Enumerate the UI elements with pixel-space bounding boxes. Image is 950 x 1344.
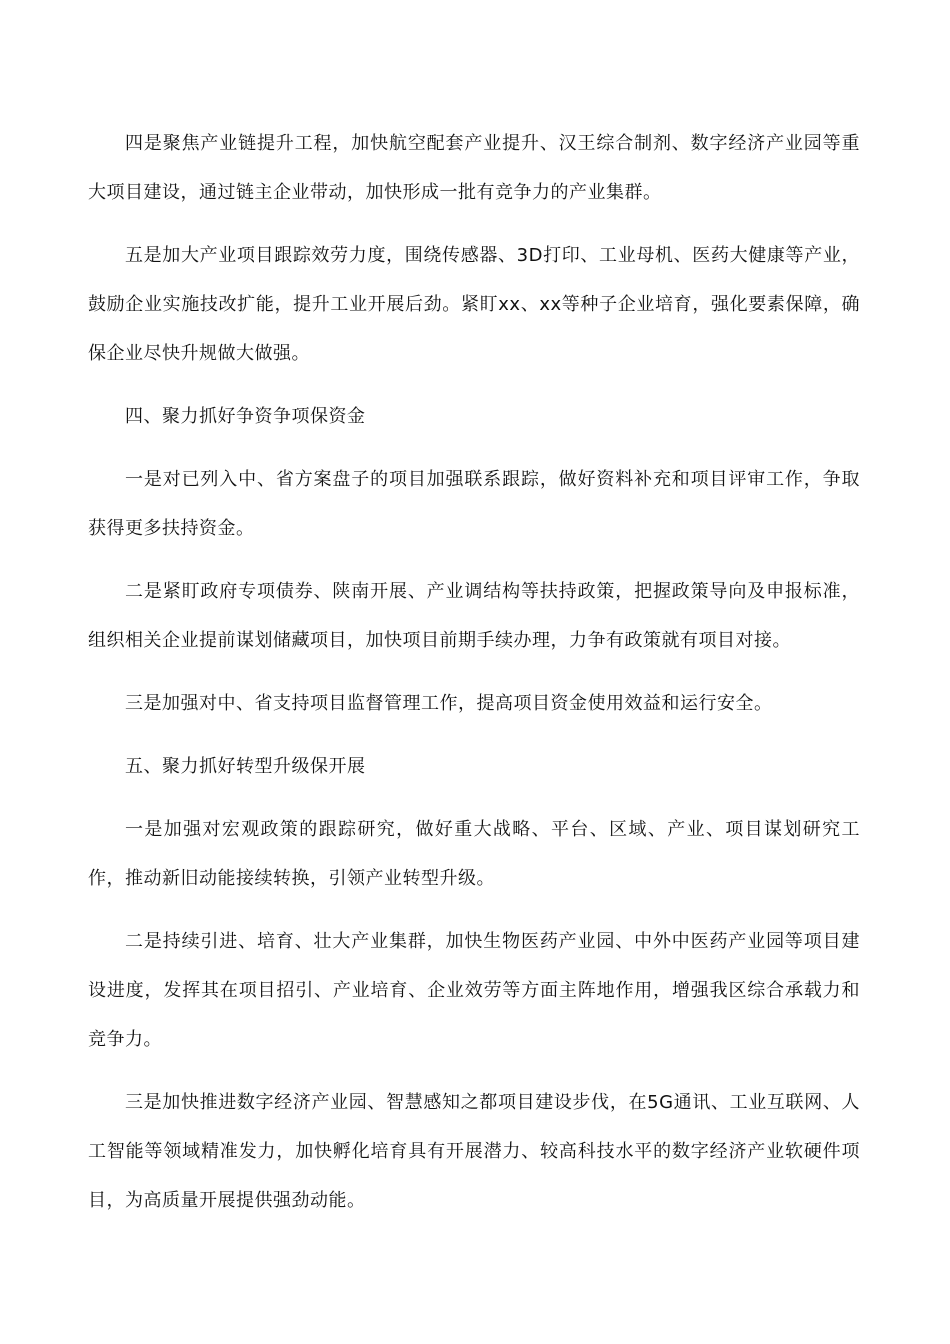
- paragraph-funding-tracking: 一是对已列入中、省方案盘子的项目加强联系跟踪，做好资料补充和项目评审工作，争取获得更多扶持资金。: [88, 469, 860, 539]
- paragraph-policy-support: 二是紧盯政府专项债券、陕南开展、产业调结构等扶持政策，把握政策导向及申报标准，组织相关企业提前谋划储藏项目，加快项目前期手续办理，力争有政策就有项目对接。: [88, 581, 860, 651]
- paragraph-policy-research: 一是加强对宏观政策的跟踪研究，做好重大战略、平台、区域、产业、项目谋划研究工作，推动新旧动能接续转换，引领产业转型升级。: [88, 819, 860, 889]
- section-heading-transformation: 五、聚力抓好转型升级保开展: [125, 756, 366, 777]
- document-body: [88, 119, 860, 1239]
- paragraph-industry-cluster: 二是持续引进、培育、壮大产业集群，加快生物医药产业园、中外中医药产业园等项目建设进度，发挥其在项目招引、产业培育、企业效劳等方面主阵地作用，增强我区综合承载力和竞争力。: [88, 931, 860, 1050]
- paragraph-industry-chain: 四是聚焦产业链提升工程，加快航空配套产业提升、汉王综合制剂、数字经济产业园等重大项目建设，通过链主企业带动，加快形成一批有竞争力的产业集群。: [88, 133, 860, 203]
- paragraph-project-service: 五是加大产业项目跟踪效劳力度，围绕传感器、3D打印、工业母机、医药大健康等产业，鼓励企业实施技改扩能，提升工业开展后劲。紧盯xx、xx等种子企业培育，强化要素保障，确保企业尽快升规做大做强。: [88, 245, 860, 364]
- paragraph-project-supervision: 三是加强对中、省支持项目监督管理工作，提高项目资金使用效益和运行安全。: [125, 693, 773, 714]
- section-heading-funding: 四、聚力抓好争资争项保资金: [125, 406, 366, 427]
- paragraph-digital-economy: 三是加快推进数字经济产业园、智慧感知之都项目建设步伐，在5G通讯、工业互联网、人工智能等领域精准发力，加快孵化培育具有开展潜力、较高科技水平的数字经济产业软硬件项目，为高质量开展提供强劲动能。: [88, 1092, 860, 1211]
